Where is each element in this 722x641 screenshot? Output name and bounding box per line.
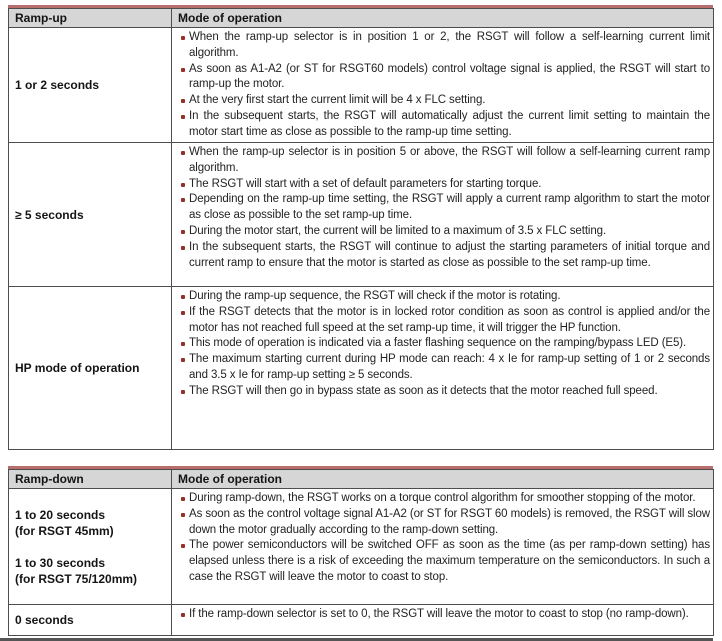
bullet-text: When the ramp-up selector is in position 5 or above, the RSGT will follow a self-learning current ramp algorithm. [189, 146, 710, 174]
bullet-icon [176, 384, 189, 394]
time-setting-cell [9, 605, 172, 636]
mode-of-operation-cell [172, 143, 714, 287]
bullet-icon [176, 491, 189, 501]
bullet-text: During the ramp-up sequence, the RSGT will check if the motor is rotating. [189, 290, 561, 302]
time-setting-cell [9, 143, 172, 287]
ramp-down-section [8, 466, 713, 636]
ramp-up-table [8, 8, 714, 450]
table-row [9, 489, 714, 605]
bullet-text: Depending on the ramp-up time setting, the RSGT will apply a current ramp algorithm to start the motor as close as possible to the set ramp-up time. [189, 193, 710, 222]
bullet-text: At the very first start the current limit will be 4 x FLC setting. [189, 94, 486, 107]
bullet-item [176, 607, 710, 623]
bullet-item [176, 352, 710, 384]
bullet-item [176, 336, 710, 352]
bullet-item [176, 192, 710, 224]
bullet-text: The maximum starting current during HP mode can reach: 4 x Ie for ramp-up setting of 1 or 2 seconds and 3.5 x Ie for ramp-up setting ≥ 5 seconds. [189, 353, 710, 381]
bullet-text: When the ramp-up selector is in position 1 or 2, the RSGT will follow a self-learning current limit algorithm. [189, 31, 710, 59]
header-row [9, 470, 714, 489]
bullet-icon [176, 177, 189, 187]
bullet-icon [176, 30, 189, 40]
time-setting-label: 1 to 30 seconds [15, 555, 106, 570]
bullet-icon [176, 93, 189, 103]
bullet-icon [176, 192, 189, 202]
bullet-text: In the subsequent starts, the RSGT will automatically adjust the current limit setting to maintain the motor start time as close as possible to the ramp-up time setting. [189, 109, 710, 138]
time-setting-cell [9, 489, 172, 605]
bullet-icon [176, 507, 189, 517]
bullet-icon [176, 289, 189, 299]
bullet-item [176, 177, 710, 193]
bullet-item [176, 224, 710, 240]
bullet-icon [176, 145, 189, 155]
bullet-item [176, 30, 710, 62]
bullet-text: The power semiconductors will be switched OFF as soon as the time (as per ramp-down setting) has elapsed unless there is a risk of exceeding the maximum temperature on the semiconductors. In such a case the RSGT will leave the motor to coast to stop. [189, 539, 710, 583]
bullet-icon [176, 352, 189, 362]
table-row [9, 28, 714, 143]
ramp-up-column-header: Ramp-up [9, 9, 172, 28]
bullet-item [176, 145, 710, 177]
bullet-text: During the motor start, the current will be limited to a maximum of 3.5 x FLC setting. [189, 224, 607, 237]
mode-of-operation-column-header: Mode of operation [172, 470, 714, 489]
bullet-text: As soon as the control voltage signal A1-A2 (or ST for RSGT 60 models) is removed, the RSGT will slow down the motor gradually according to the ramp-down setting. [189, 507, 710, 536]
bullet-text: The RSGT will start with a set of default parameters for starting torque. [189, 177, 542, 190]
document [8, 5, 713, 641]
time-setting-label: (for RSGT 75/120mm) [15, 571, 138, 586]
ramp-down-table [8, 469, 714, 636]
time-setting-label [15, 539, 165, 555]
bullet-icon [176, 109, 189, 119]
bullet-item [176, 109, 710, 141]
table-row [9, 287, 714, 450]
time-setting-label: HP mode of operation [15, 361, 140, 375]
time-setting-label: ≥ 5 seconds [15, 207, 84, 222]
ramp-up-section [8, 5, 713, 450]
header-row [9, 9, 714, 28]
time-setting-cell [9, 28, 172, 143]
bullet-item [176, 384, 710, 400]
bullet-icon [176, 607, 189, 617]
mode-of-operation-cell [172, 489, 714, 605]
bullet-text: If the RSGT detects that the motor is in locked rotor condition as soon as control is applied and/or the motor has not reached full speed at the set ramp-up time, it will trigger the HP function. [189, 305, 710, 334]
bullet-item [176, 491, 710, 507]
ramp-down-column-header: Ramp-down [9, 470, 172, 489]
bullet-text: The RSGT will then go in bypass state as soon as it detects that the motor reached full speed. [189, 384, 658, 397]
bullet-text: As soon as A1-A2 (or ST for RSGT60 models) control voltage signal is applied, the RSGT will start to ramp-up the motor. [189, 62, 710, 91]
bullet-icon [176, 62, 189, 72]
time-setting-label: 1 or 2 seconds [15, 78, 100, 92]
bullet-icon [176, 336, 189, 346]
bullet-icon [176, 240, 189, 250]
bullet-item [176, 507, 710, 539]
bullet-text: During ramp-down, the RSGT works on a torque control algorithm for smoother stopping of the motor. [189, 492, 696, 504]
bullet-item [176, 93, 710, 109]
bullet-item [176, 538, 710, 585]
table-row [9, 143, 714, 287]
bullet-text: If the ramp-down selector is set to 0, the RSGT will leave the motor to coast to stop (no ramp-down). [189, 608, 689, 620]
mode-of-operation-column-header: Mode of operation [172, 9, 714, 28]
time-setting-label: 0 seconds [15, 613, 74, 627]
bullet-icon [176, 224, 189, 234]
mode-of-operation-cell [172, 287, 714, 450]
mode-of-operation-cell [172, 605, 714, 636]
bullet-item [176, 289, 710, 305]
time-setting-label: 1 to 20 seconds [15, 507, 106, 522]
bullet-text: In the subsequent starts, the RSGT will continue to adjust the starting parameters of initial torque and current ramp to ensure that the motor is started as close as possible to the set ramp-up time. [189, 240, 710, 269]
bullet-icon [176, 538, 189, 548]
bullet-item [176, 240, 710, 272]
time-setting-label: (for RSGT 45mm) [15, 523, 114, 538]
bullet-item [176, 62, 710, 94]
time-setting-cell [9, 287, 172, 450]
mode-of-operation-cell [172, 28, 714, 143]
bullet-text: This mode of operation is indicated via a faster flashing sequence on the ramping/bypass LED (E5). [189, 337, 687, 350]
bullet-item [176, 305, 710, 337]
table-row [9, 605, 714, 636]
bullet-icon [176, 305, 189, 315]
